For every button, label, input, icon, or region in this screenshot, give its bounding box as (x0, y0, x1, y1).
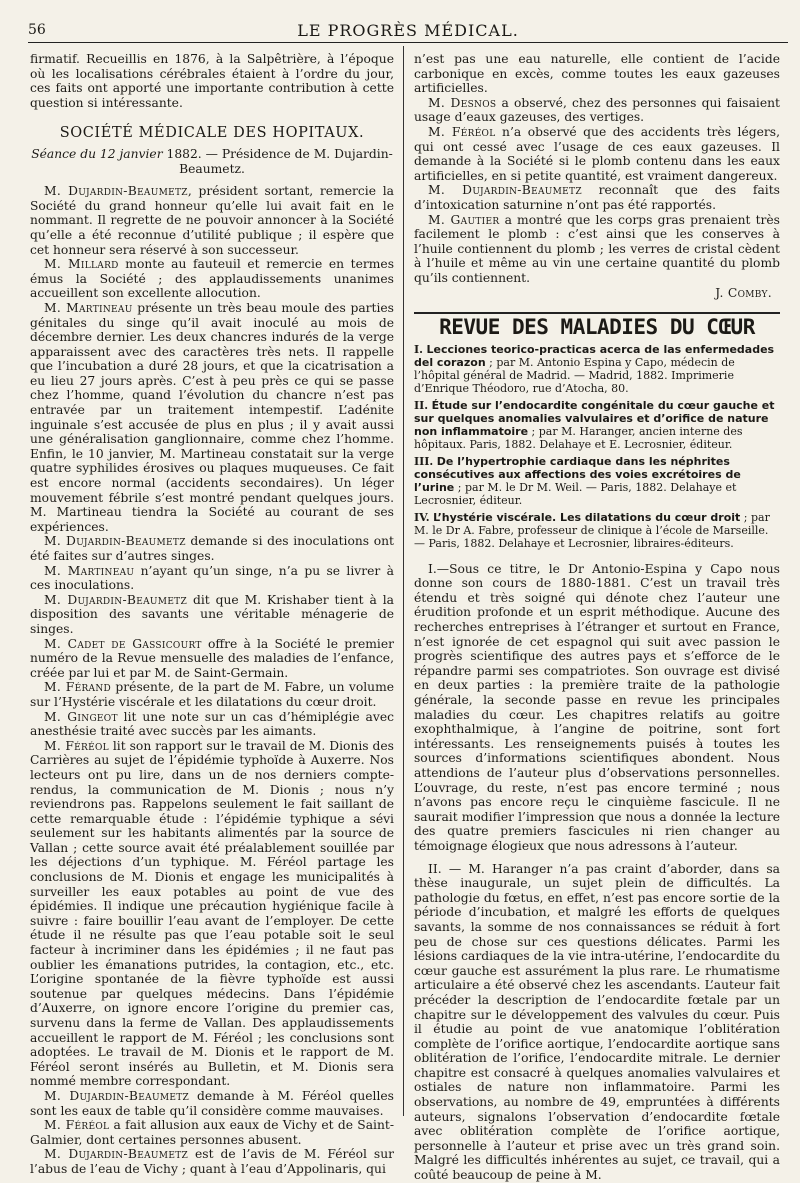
spacer (414, 854, 780, 862)
column-divider (403, 46, 404, 1116)
paragraph-text: , président sortant, remercie la Société du grand honneur qu’elle lui avait fait en le nommant. Il regrette de ne pouvoir annoncer à la Société qu’elle a été reconnue d’utilité publique ; il espère que cet honneur sera réservé à son successeur. (30, 184, 395, 257)
speaker: M. Millard (44, 257, 119, 272)
paragraph (30, 534, 394, 563)
paragraph-text: a observé, chez des personnes qui faisaient usage d’eaux gazeuses, des vertiges. (414, 95, 780, 125)
page-header (28, 20, 788, 43)
speaker: M. Féréol (44, 1118, 110, 1133)
paragraph (414, 213, 780, 286)
entry-title: Étude sur l’endocardite congénitale du cœur gauche et sur quelques anomalies valvulaires et d’orifice de nature non inflammatoire (414, 398, 775, 438)
session-line (30, 147, 394, 176)
paragraph-text: lit une note sur un cas d’hémiplégie avec anesthésie traité avec succès par les aimants. (30, 709, 394, 739)
bibliography-entry (414, 455, 780, 507)
review-paragraph: I.—Sous ce titre, le Dr Antonio-Espina y Capo nous donne son cours de 1880-1881. C’est un travail très étendu et très soigné qui dénote chez l’auteur une érudition profonde et un esprit méthodique. Aucune des recherches entreprises à l’étranger et surtout en France, n’est ignorée de cet espagnol qui suit avec passion le progrès scientifique des autres pays et s’efforce de le répandre parmi ses compatriotes. Son ouvrage est divisé en deux parties : la première traite de la pathologie générale, la seconde passe en revue les principales maladies du cœur. Les chapitres relatifs au goitre exophthalmique, à l’angine de poitrine, sont fort intéressants. Les renseignements puisés à toutes les sources d’informations scientifiques abondent. Nous attendions de l’auteur plus d’observations personnelles. L’ouvrage, du reste, n’est pas encore terminé ; nous n’avons pas encore reçu le cinquième fascicule. Il ne saurait modifier l’impression que nous a donnée la lecture des quatre premiers fascicules ni rien changer au témoignage élogieux que nous adressons à l’auteur. (414, 561, 780, 853)
right-column (414, 52, 780, 1183)
speaker: M. Féréol (428, 124, 496, 139)
bibliography-entry (414, 511, 780, 550)
speaker: M. Dujardin-Beaumetz (44, 1088, 190, 1103)
paragraph (30, 564, 394, 593)
paragraph (30, 637, 394, 681)
paragraph-text: n’ayant qu’un singe, n’a pu se livrer à ces inoculations. (30, 563, 394, 593)
paragraph-text: est de l’avis de M. Féréol sur l’abus de l’eau de Vichy ; quant à l’eau d’Appolinaris, qui (30, 1147, 395, 1176)
paragraph-text: n’a observé que des accidents très légers, qui ont cessé avec l’usage de ces eaux gazeuses. Il demande à la Société si le plomb contenu dans les eaux artificielles, en si petite quantité, est vraiment dangereux. (414, 124, 780, 183)
paragraph (30, 710, 394, 739)
paragraph (30, 301, 394, 535)
section-title: SOCIÉTÉ MÉDICALE DES HOPITAUX. (59, 125, 365, 142)
paragraph (30, 184, 394, 257)
speaker: M. Martineau (44, 300, 133, 315)
intro-paragraph: firmatif. Recueillis en 1876, à la Salpêtrière, à l’époque où les localisations cérébrales étaient à l’ordre du jour, ces faits ont apporté une importante contribution à cette question si intéressante. (30, 52, 394, 110)
paragraph-text: présente, de la part de M. Fabre, un volume sur l’Hystérie viscérale et les dilatations du cœur droit. (30, 680, 395, 709)
revue-title: REVUE DES MALADIES DU CŒUR (414, 312, 780, 335)
entry-number: I. (414, 342, 423, 356)
session-date: Séance du 12 janvier (31, 146, 163, 161)
review-paragraph: II. — M. Haranger n’a pas craint d’aborder, dans sa thèse inaugurale, un sujet plein de difficultés. La pathologie du fœtus, en effet, n’est pas encore sortie de la période d’incubation, et malgré les efforts de quelques savants, la somme de nos connaissances se réduit à fort peu de chose sur ces questions délicates. Parmi les lésions cardiaques de la vie intra-utérine, l’endocardite du cœur gauche est assurément la plus rare. Le rhumatisme articulaire a été observé chez les ascendants. L’auteur fait précéder la description de l’endocardite fœtale par un chapitre sur le développement des valvules du cœur. Puis il étudie au point de vue anatomique l’oblitération complète de l’orifice aortique, l’endocardite aortique sans oblitération de l’orifice, l’endocardite mitrale. Le dernier chapitre est consacré à quelques anomalies valvulaires et ostiales de nature non inflammatoire. Parmi les observations, au nombre de 49, empruntées à différents auteurs, signalons l’observation d’endocardite fœtale avec oblitération complète de l’orifice aortique, personnelle à l’auteur et prise avec un très grand soin. Malgré les difficultés inhérentes au sujet, ce travail, qui a coûté beaucoup de peine à M. (414, 861, 780, 1183)
paragraph-text: monte au fauteuil et remercie en termes émus la Société ; des applaudissements unanimes accueillent son excellente allocution. (30, 257, 395, 301)
speaker: M. Gautier (428, 212, 500, 227)
paragraph (30, 1089, 394, 1118)
paragraph (30, 257, 394, 301)
left-column (30, 52, 394, 1177)
entry-number: II. (414, 398, 429, 412)
paragraph-text: a montré que les corps gras prenaient très facilement le plomb : c’est ainsi que les conserves à l’huile contiennent du plomb ; les verres de cristal cèdent à l’huile et même au vin une certaine quantité du plomb qu’ils contiennent. (414, 212, 780, 285)
entry-number: IV. (414, 510, 430, 524)
paragraph-text: demande à M. Féréol quelles sont les eaux de table qu’il considère comme mauvaises. (30, 1088, 394, 1118)
paragraph-text: offre à la Société le premier numéro de la Revue mensuelle des maladies de l’enfance, créée par lui et par M. de Saint-Germain. (30, 636, 394, 680)
paragraph-text: a fait allusion aux eaux de Vichy et de Saint-Galmier, dont certaines personnes abusent. (30, 1118, 394, 1147)
entry-details: ; par M. Antonio Espina y Capo, médecin de l’hôpital général de Madrid. — Madrid, 1882. Imprimerie d’Enrique Théodoro, rue d’Atocha, 80. (414, 355, 735, 395)
paragraph (30, 1147, 394, 1176)
speaker: M. Féréol (44, 738, 109, 753)
entry-number: III. (414, 454, 434, 468)
paragraph-text: dit que M. Krishaber tient à la disposition des savants une véritable ménagerie de singes. (30, 592, 395, 636)
paragraph (30, 739, 394, 1089)
entry-details: ; par M. Haranger, ancien interne des hôpitaux. Paris, 1882. Delahaye et E. Lecrosnier, éditeur. (414, 424, 743, 451)
speaker: M. Dujardin-Beaumetz (428, 183, 582, 198)
page-number: 56 (28, 22, 46, 38)
speaker: M. Gingeot (44, 709, 118, 724)
paragraph (414, 125, 780, 183)
speaker: M. Férand (44, 680, 112, 695)
speaker: M. Cadet de Gassicourt (44, 636, 202, 651)
bibliography-entry (414, 399, 780, 451)
signature: J. Comby. (715, 285, 772, 300)
paragraph-text: reconnaît que des faits d’intoxication saturnine n’ont pas été rapportés. (414, 183, 780, 212)
session-presidence: 1882. — Présidence de M. Dujardin-Beaumetz. (162, 146, 393, 176)
paragraph (30, 1118, 394, 1147)
spacer (414, 554, 780, 562)
paragraph (30, 680, 394, 709)
speaker: M. Dujardin-Beaumetz (44, 184, 188, 199)
speaker: M. Dujardin-Beaumetz (44, 1147, 189, 1162)
paragraph (414, 183, 780, 212)
entry-details: ; par M. le Dr A. Fabre, professeur de clinique à l’école de Marseille. — Paris, 1882. Delahaye et Lecrosnier, libraires-éditeurs. (414, 510, 770, 550)
bibliography-entry (414, 343, 780, 395)
paragraph (30, 593, 394, 637)
journal-title: LE PROGRÈS MÉDICAL. (297, 21, 519, 40)
speaker: M. Martineau (44, 563, 135, 578)
paragraph-text: demande si des inoculations ont été faites sur d’autres singes. (30, 534, 394, 563)
entry-details: ; par M. le Dr M. Weil. — Paris, 1882. Delahaye et Lecrosnier, éditeur. (414, 480, 737, 507)
continued-paragraph: n’est pas une eau naturelle, elle contient de l’acide carbonique en excès, comme toutes les eaux gazeuses artificielles. (414, 52, 780, 96)
paragraph-text: présente un très beau moule des parties génitales du singe qu’il avait inoculé au mois de décembre dernier. Les deux chancres indurés de la verge apparaissent avec des caractères très nets. Il rappelle que l’incubation a duré 28 jours, et que la cicatrisation a eu lieu 27 jours après. C’est à peu près ce qui se passe chez l’homme, quand l’évolution du chancre n’est pas entravée par un traitement intempestif. L’adénite inguinale s’est accusée de plus en plus ; il y avait aussi une généralisation ganglionnaire, comme chez l’homme. Enfin, le 10 janvier, M. Martineau constatait sur la verge quatre syphilides érosives ou plaques muqueuses. Ce fait est encore normal (accidents secondaires). Un léger mouvement fébrile s’est montré pendant quelques jours. M. Martineau tiendra la Société au courant de ses expériences. (30, 300, 394, 534)
speaker: M. Dujardin-Beaumetz (44, 592, 188, 607)
paragraph-text: lit son rapport sur le travail de M. Dionis des Carrières au sujet de l’épidémie typhoïde à Auxerre. Nos lecteurs ont pu lire, dans un de nos derniers compte-rendus, la communication de M. Dionis ; nous n’y reviendrons pas. Rappelons seulement le fait saillant de cette remarquable étude : l’épidémie typhique a sévi seulement sur les habitants alimentés par la source de Vallan ; cette source avait été préalablement souillée par les déjections d’un typhique. M. Féréol partage les conclusions de M. Dionis et engage les municipalités à surveiller les eaux potables au point de vue des épidémies. Il indique une précaution hygiénique facile à suivre : faire bouillir l’eau avant de l’employer. De cette étude il ne résulte pas que l’eau potable soit le seul facteur à incriminer dans les épidémies ; il ne faut pas oublier les émanations putrides, la contagion, etc., etc. L’origine spontanée de la fièvre typhoïde est aussi soutenue par quelques médecins. Dans l’épidémie d’Auxerre, on ignore encore l’origine du premier cas, survenu dans la ferme de Vallan. Des applaudissements accueillent le rapport de M. Féréol ; les conclusions sont adoptées. Le travail de M. Dionis et le rapport de M. Féréol seront insérés au Bulletin, et M. Dionis sera nommé membre correspondant. (30, 738, 394, 1089)
speaker: M. Desnos (428, 95, 497, 110)
entry-title: De l’hypertrophie cardiaque dans les néphrites consécutives aux affections des voies excrétoires de l’urine (414, 454, 741, 494)
entry-title: Lecciones teorico-practicas acerca de las enfermedades del corazon (414, 342, 775, 369)
speaker: M. Dujardin-Beaumetz (44, 534, 186, 549)
paragraph (414, 96, 780, 125)
entry-title: L’hystérie viscérale. Les dilatations du cœur droit (433, 510, 741, 524)
